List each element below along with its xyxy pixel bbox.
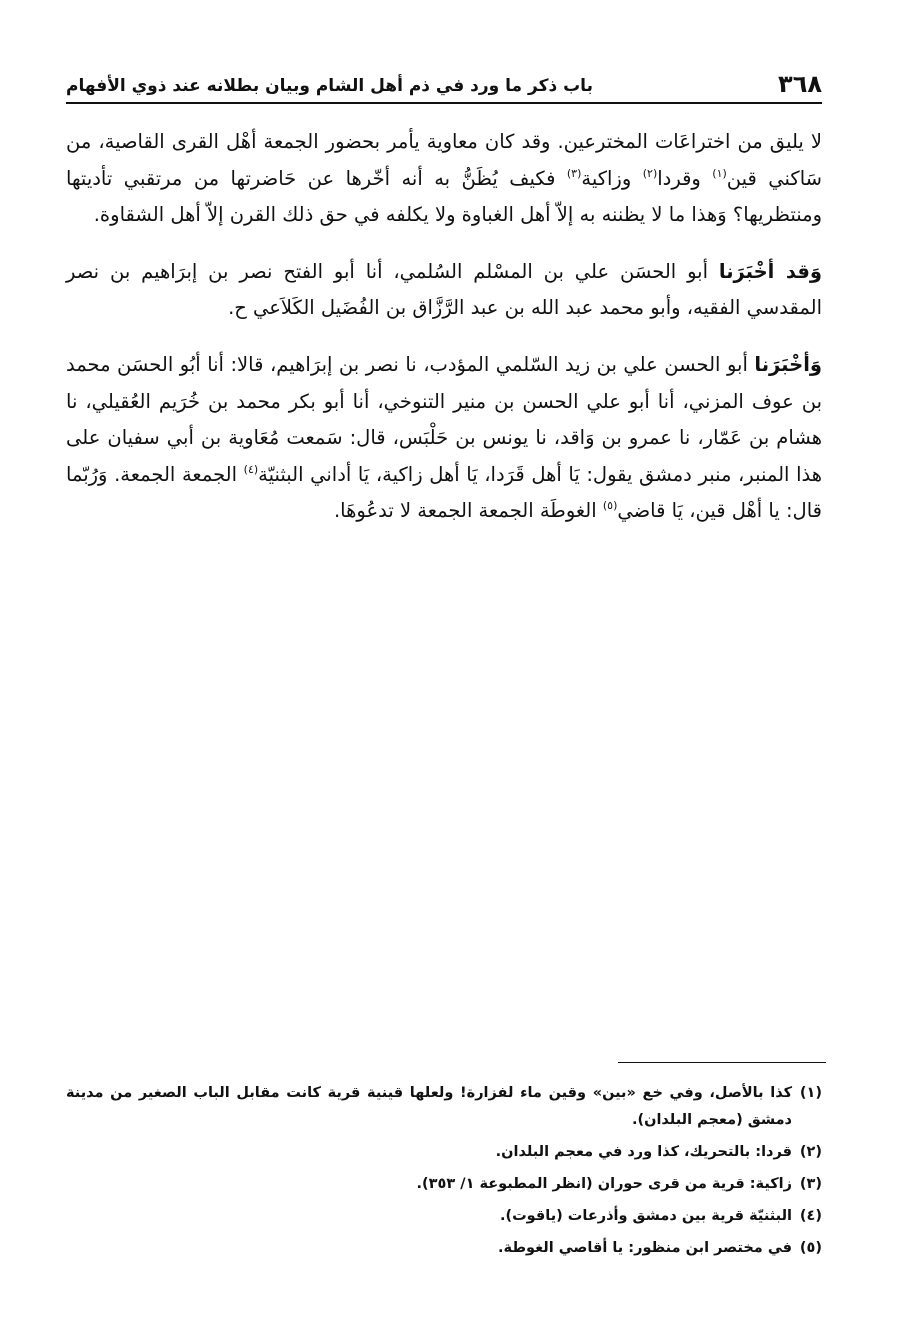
footnote-ref-2: (٢) — [642, 166, 658, 180]
main-text — [66, 124, 822, 530]
footnote-separator — [618, 1062, 826, 1063]
paragraph-3 — [66, 347, 822, 530]
footnote-item — [66, 1139, 822, 1166]
paragraph-text: الغوطَة الجمعة الجمعة لا تدعُوهَا. — [333, 499, 603, 523]
footnote-item — [66, 1235, 822, 1262]
footnote-number: (٢) — [799, 1144, 822, 1160]
footnote-ref-3: (٣) — [566, 166, 582, 180]
footnotes — [66, 1080, 822, 1267]
footnote-text: زاكية: قرية من قرى حوران (انظر المطبوعة ١/ ٣٥٣). — [416, 1176, 792, 1192]
paragraph-2 — [66, 254, 822, 327]
footnote-number: (١) — [799, 1085, 822, 1101]
paragraph-text: الجمعة الجمعة. وَرُبّما قال: يا أهْل قين، يَا قاضي — [66, 462, 822, 523]
footnote-text: قردا: بالتحريك، كذا ورد في معجم البلدان. — [495, 1144, 792, 1160]
page-number: ٣٦٨ — [778, 70, 822, 98]
footnote-number: (٣) — [799, 1176, 822, 1192]
footnote-number: (٥) — [799, 1240, 822, 1256]
paragraph-text: وزاكية — [581, 166, 643, 190]
chapter-title: باب ذكر ما ورد في ذم أهل الشام وبيان بطلانه عند ذوي الأفهام — [66, 75, 593, 96]
footnote-number: (٤) — [799, 1208, 822, 1224]
footnote-ref-4: (٤) — [243, 462, 259, 476]
paragraph-text: أبو الحسن علي بن زيد السّلمي المؤدب، نا نصر بن إبرَاهيم، قالا: أنا أبُو الحسَن محمد بن عوف المزني، أنا أبو علي الحسن بن منير التنوخي، أنا أبو بكر محمد بن خُرَيم العُقيلي، نا هشام بن عَمّار، نا عمرو بن وَاقد، نا يونس بن حَلْبَس، قال: سَمعت مُعَاوية بن أبي سفيان على هذا المنبر، منبر دمشق يقول: يَا أهل قَرَدا، يَا أهل زاكية، يَا أداني البثنيّة — [66, 352, 823, 486]
running-header — [66, 64, 822, 104]
paragraph-lead: وَأخْبَرَنا — [754, 352, 822, 376]
footnote-item — [66, 1171, 822, 1198]
footnote-ref-1: (١) — [712, 166, 727, 180]
paragraph-text: أبو الحسَن علي بن المسْلم السُلمي، أنا أبو الفتح نصر بن إبرَاهيم بن نصر المقدسي الفقيه، وأبو محمد عبد الله بن عبد الرَّزَّاق بن الفُضَيل الكَلاَعي ح. — [66, 259, 822, 320]
footnote-text: كذا بالأصل، وفي خع «بين» وقين ماء لفزارة! ولعلها قينية قرية كانت مقابل الباب الصغير من مدينة دمشق (معجم البلدان). — [66, 1085, 792, 1128]
paragraph-text: فكيف يُظَنُّ به أنه أخّرها عن حَاضرتها من مرتقبي تأديتها ومنتظريها؟ وَهذا ما لا يظننه به إلاّ أهل الغباوة ولا يكلفه في حق ذلك القرن إلاّ أهل الشقاوة. — [66, 166, 822, 227]
paragraph-lead: وَقد أخْبَرَنا — [718, 259, 822, 283]
footnote-text: البثنيّة قرية بين دمشق وأذرعات (ياقوت). — [499, 1208, 792, 1224]
paragraph-text: لا يليق من اختراعَات المخترعين. وقد كان معاوية يأمر بحضور الجمعة أهْل القرى القاصية، من سَاكني قين — [66, 130, 822, 190]
footnote-item — [66, 1080, 822, 1134]
paragraph-1 — [66, 124, 822, 234]
paragraph-text: وقردا — [657, 166, 713, 190]
footnote-text: في مختصر ابن منظور: يا أقاصي الغوطة. — [498, 1240, 792, 1256]
footnote-ref-5: (٥) — [602, 499, 618, 513]
footnote-item — [66, 1203, 822, 1230]
